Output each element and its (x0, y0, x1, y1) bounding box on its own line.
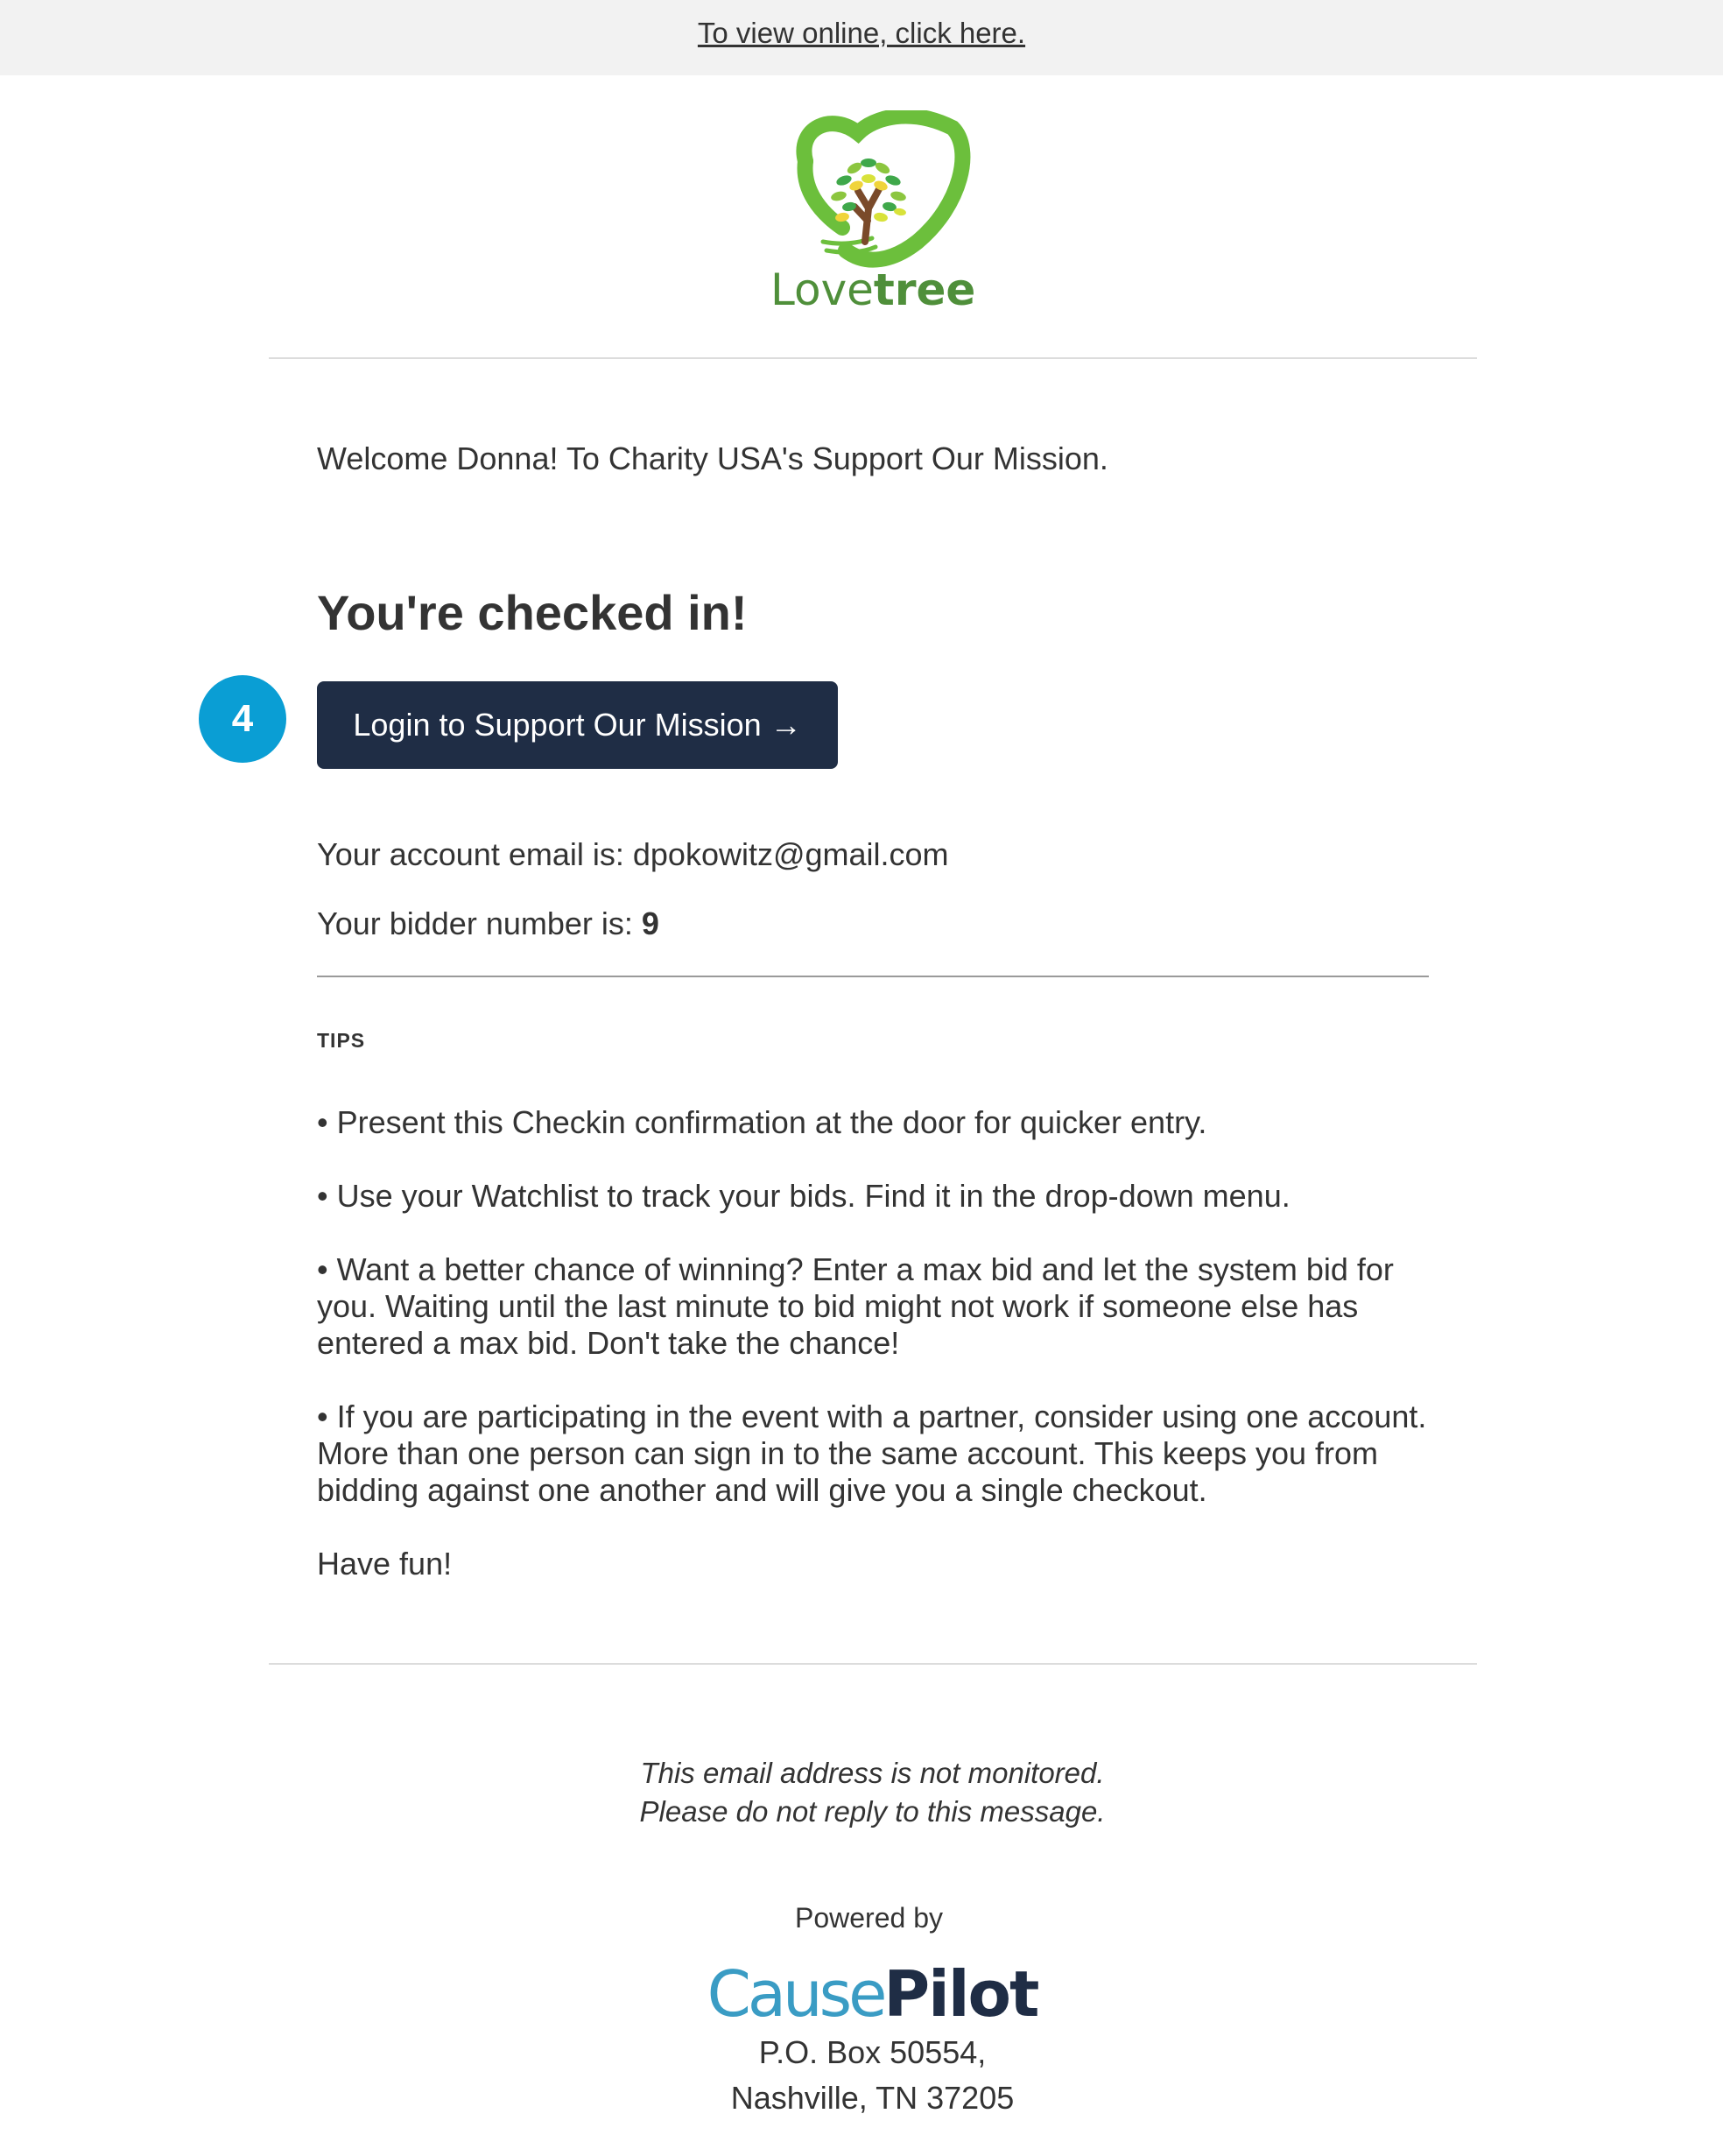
account-email-value: dpokowitz@gmail.com (632, 836, 949, 872)
footer-divider (269, 1663, 1477, 1665)
tip-item: • Present this Checkin confirmation at the door for quicker entry. (317, 1104, 1207, 1140)
tips-heading: TIPS (317, 1029, 366, 1052)
address-line-1: P.O. Box 50554, (758, 2034, 987, 2070)
powered-by-label: Powered by (795, 1902, 943, 1934)
step-number-badge: 4 (199, 675, 286, 763)
closing-message: Have fun! (317, 1546, 453, 1582)
heart-tree-icon (770, 110, 972, 268)
lovetree-logo (770, 110, 976, 321)
do-not-reply-line: Please do not reply to this message. (639, 1795, 1106, 1828)
bidder-number-line (317, 905, 659, 942)
address-line-2: Nashville, TN 37205 (730, 2080, 1015, 2116)
not-monitored-note (0, 1754, 1723, 1831)
bidder-number-label: Your bidder number is: (317, 905, 642, 941)
content-divider (317, 976, 1429, 977)
causepilot-logo-light: Cause (707, 1957, 884, 2031)
welcome-message: Welcome Donna! To Charity USA's Support Our Mission. (317, 440, 1108, 476)
tip-item: • Want a better chance of winning? Enter a max bid and let the system bid for you. Waiting until the last minute to bid might not work if someone else has entered a max bid. Don't take the chance! (317, 1251, 1394, 1361)
lovetree-wordmark: Lovetree (770, 264, 976, 315)
tip-item: • Use your Watchlist to track your bids. Find it in the drop-down menu. (317, 1178, 1290, 1214)
causepilot-logo-bold: Pilot (883, 1957, 1038, 2031)
account-email-line (317, 836, 949, 873)
view-online-bar (0, 0, 1723, 75)
not-monitored-line: This email address is not monitored. (640, 1757, 1105, 1789)
bidder-number-value: 9 (641, 905, 659, 941)
tip-item: • If you are participating in the event with a partner, consider using one account. More than one person can sign in to the same account. This keeps you from bidding against one another and will give you a single checkout. (317, 1399, 1427, 1508)
view-online-link[interactable]: To view online, click here. (697, 17, 1026, 49)
header-divider (269, 357, 1477, 359)
login-button[interactable]: Login to Support Our Mission → (317, 681, 838, 769)
account-email-label: Your account email is: (317, 836, 633, 872)
causepilot-logo (0, 1958, 1723, 2031)
checked-in-heading: You're checked in! (317, 585, 748, 640)
